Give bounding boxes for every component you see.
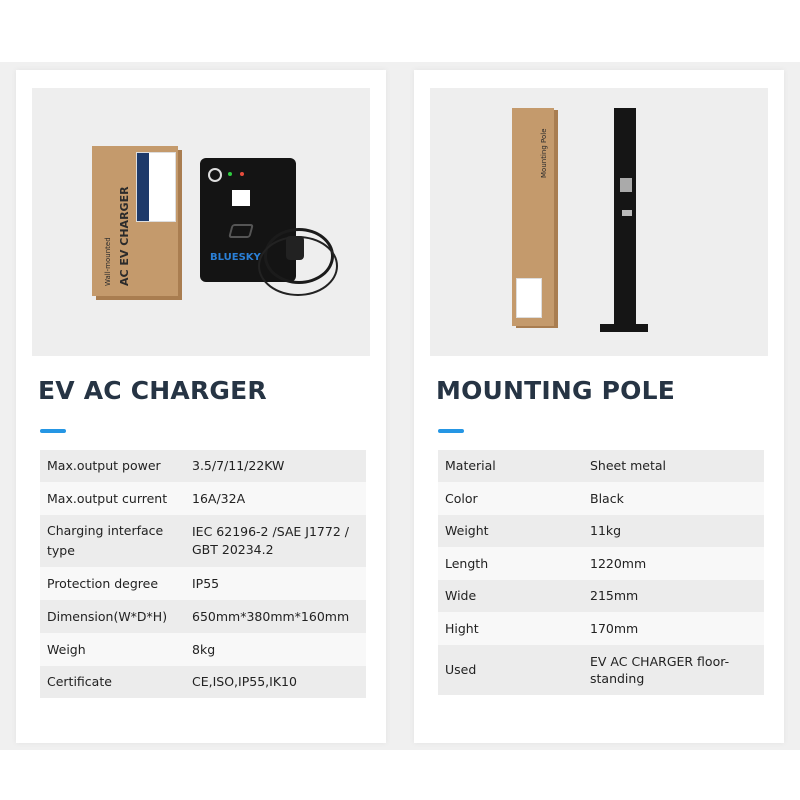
spec-label: Length	[438, 547, 578, 580]
spec-value: IEC 62196-2 /SAE J1772 / GBT 20234.2	[180, 515, 366, 567]
rfid-card-icon	[228, 224, 254, 238]
spec-label: Used	[438, 645, 578, 695]
mounting-pole-spec-table	[438, 450, 764, 695]
spec-value: 170mm	[578, 612, 764, 645]
mounting-pole-product-image	[430, 88, 768, 356]
spec-label: Material	[438, 450, 578, 482]
spec-label: Weight	[438, 515, 578, 547]
mounting-pole-card	[414, 70, 784, 743]
table-row	[438, 645, 764, 695]
pole-hook	[622, 210, 632, 216]
pole-box-print: Mounting Pole	[540, 128, 548, 178]
spec-label: Charging interface type	[40, 515, 180, 567]
spec-value: 16A/32A	[180, 482, 366, 515]
spec-value: 3.5/7/11/22KW	[180, 450, 366, 482]
fault-led-icon	[240, 172, 244, 176]
table-row	[438, 547, 764, 580]
spec-label: Wide	[438, 580, 578, 612]
table-row	[40, 567, 366, 600]
box-label	[136, 152, 176, 222]
spec-value: Sheet metal	[578, 450, 764, 482]
spec-value: 650mm*380mm*160mm	[180, 600, 366, 633]
table-row	[40, 515, 366, 567]
table-row	[40, 600, 366, 633]
title-accent-bar	[438, 429, 464, 433]
table-row	[438, 612, 764, 645]
spec-label: Dimension(W*D*H)	[40, 600, 180, 633]
spec-value: 1220mm	[578, 547, 764, 580]
table-row	[40, 482, 366, 515]
spec-label: Max.output power	[40, 450, 180, 482]
spec-label: Certificate	[40, 666, 180, 698]
spec-label: Protection degree	[40, 567, 180, 600]
box-subprint-text: Wall-mounted	[104, 237, 112, 286]
charging-plug	[286, 236, 304, 260]
spec-value: EV AC CHARGER floor-standing	[578, 645, 764, 695]
spec-value: IP55	[180, 567, 366, 600]
ev-charger-title: EV AC CHARGER	[38, 376, 267, 405]
table-row	[40, 633, 366, 666]
table-row	[40, 450, 366, 482]
ev-charger-spec-table	[40, 450, 366, 698]
spec-value: 11kg	[578, 515, 764, 547]
spec-label: Max.output current	[40, 482, 180, 515]
box-print-text: AC EV CHARGER	[118, 186, 131, 286]
mounting-pole-title: MOUNTING POLE	[436, 376, 676, 405]
pole-mount-plate	[620, 178, 632, 192]
spec-value: 215mm	[578, 580, 764, 612]
pole-box-label	[516, 278, 542, 318]
table-row	[438, 450, 764, 482]
mounting-pole	[614, 108, 636, 324]
pole-base	[600, 324, 648, 332]
table-row	[438, 580, 764, 612]
status-led-icon	[228, 172, 232, 176]
title-accent-bar	[40, 429, 66, 433]
table-row	[438, 482, 764, 515]
spec-label: Color	[438, 482, 578, 515]
charger-logo-icon	[208, 168, 222, 182]
spec-value: CE,ISO,IP55,IK10	[180, 666, 366, 698]
spec-label: Hight	[438, 612, 578, 645]
table-row	[40, 666, 366, 698]
spec-label: Weigh	[40, 633, 180, 666]
charger-brand-text: BLUESKY	[210, 252, 261, 263]
box-label-stripe	[137, 153, 149, 221]
ev-charger-product-image	[32, 88, 370, 356]
charger-display	[232, 190, 250, 206]
spec-value: Black	[578, 482, 764, 515]
table-row	[438, 515, 764, 547]
ev-charger-card	[16, 70, 386, 743]
spec-value: 8kg	[180, 633, 366, 666]
